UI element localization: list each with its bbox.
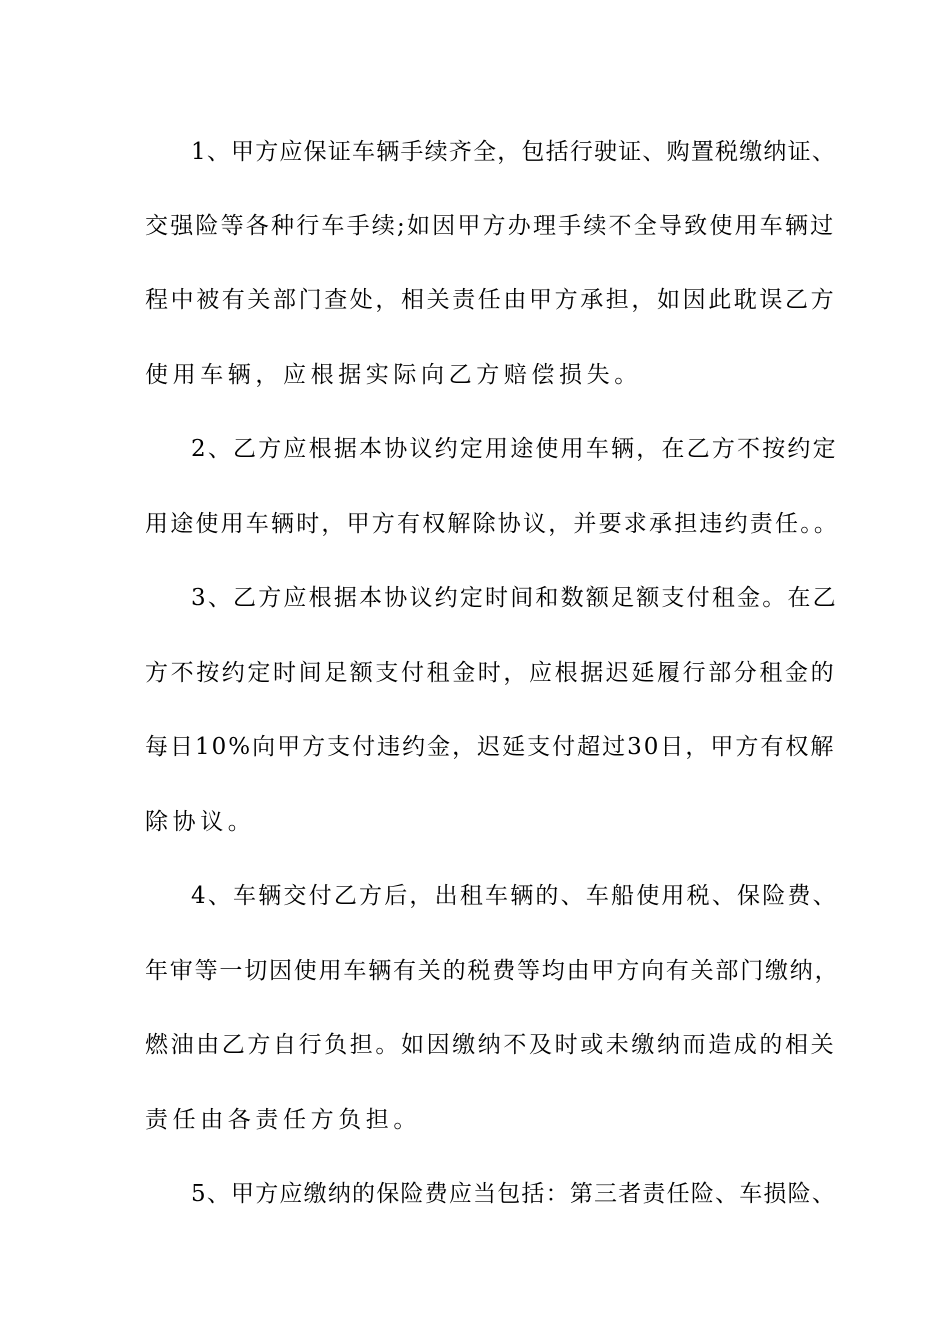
text-line-content: 每日10%向甲方支付违约金，迟延支付超过30日，甲方有权解	[145, 734, 836, 760]
text-line-content: 5、甲方应缴纳的保险费应当包括：第三者责任险、车损险、	[191, 1181, 837, 1207]
text-line	[0, 360, 950, 390]
text-line-content: 年审等一切因使用车辆有关的税费等均由甲方向有关部门缴纳，	[145, 958, 840, 984]
text-line	[0, 1030, 950, 1060]
text-line-content: 1、甲方应保证车辆手续齐全，包括行驶证、购置税缴纳证、	[191, 139, 837, 165]
text-line	[0, 732, 950, 762]
text-line	[0, 881, 950, 911]
text-line	[0, 583, 950, 613]
text-line	[0, 137, 950, 167]
text-line	[0, 509, 950, 539]
text-line	[0, 285, 950, 315]
text-line-content: 燃油由乙方自行负担。如因缴纳不及时或未缴纳而造成的相关	[145, 1032, 837, 1058]
text-line-content: 程中被有关部门查处，相关责任由甲方承担，如因此耽误乙方	[145, 287, 837, 313]
text-line-content: 2、乙方应根据本协议约定用途使用车辆，在乙方不按约定	[191, 436, 838, 462]
text-line-content: 3、乙方应根据本协议约定时间和数额足额支付租金。在乙	[191, 585, 838, 611]
text-line	[0, 956, 950, 986]
text-line-content: 4、车辆交付乙方后，出租车辆的、车船使用税、保险费、	[191, 883, 838, 909]
text-line	[0, 1179, 950, 1209]
text-line-content: 用途使用车辆时，甲方有权解除协议，并要求承担违约责任。。	[145, 511, 840, 537]
text-line	[0, 434, 950, 464]
text-line	[0, 658, 950, 688]
text-line-content: 责任由各责任方负担。	[145, 1107, 421, 1133]
text-line	[0, 807, 950, 837]
text-line	[0, 1105, 950, 1135]
text-line-content: 使用车辆，应根据实际向乙方赔偿损失。	[145, 362, 642, 388]
text-line-content: 交强险等各种行车手续;如因甲方办理手续不全导致使用车辆过	[145, 213, 836, 239]
text-line-content: 除协议。	[145, 809, 256, 835]
text-line-content: 方不按约定时间足额支付租金时，应根据迟延履行部分租金的	[145, 660, 837, 686]
text-line	[0, 211, 950, 241]
